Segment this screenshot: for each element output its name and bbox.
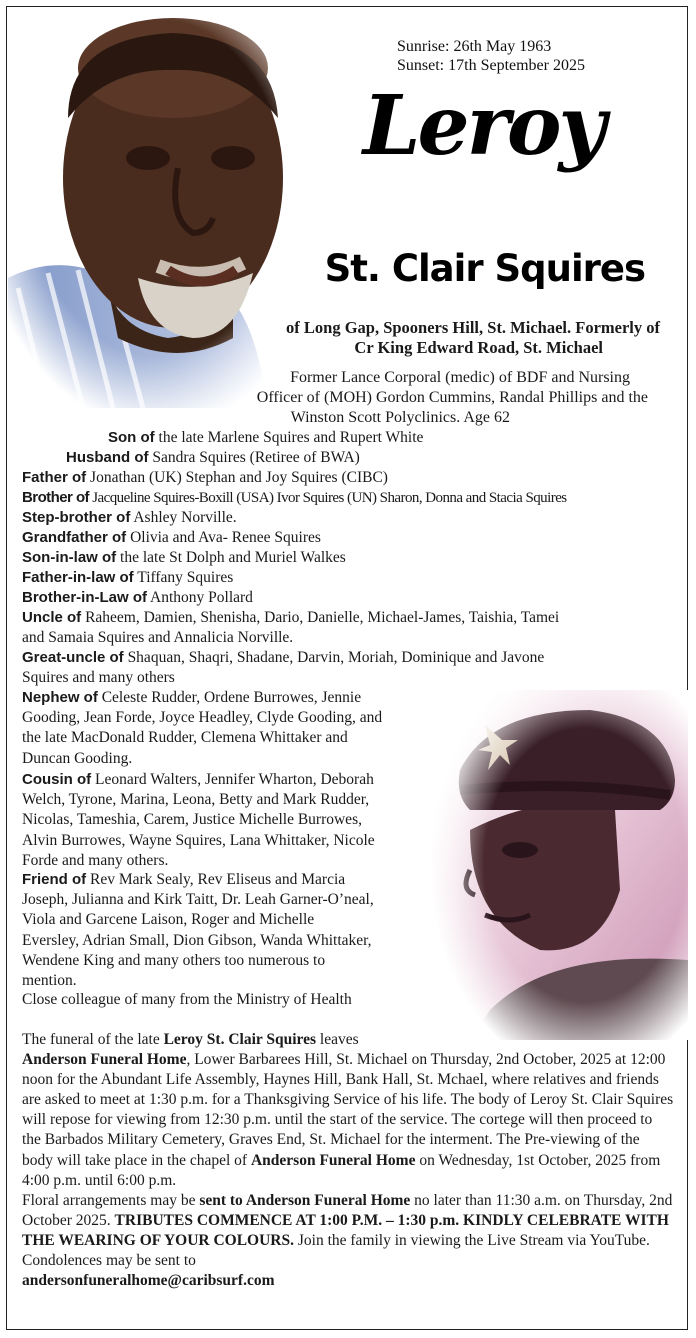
relation-nephew xyxy=(22,688,382,769)
friend-line-4: Eversley, Adrian Small, Dion Gibson, Wanda Whittaker, xyxy=(22,931,372,949)
funeral-home-name: Anderson Funeral Home xyxy=(22,1051,187,1069)
residence-line-1: of Long Gap, Spooners Hill, St. Michael. Formerly of xyxy=(286,318,660,337)
career-line-1: Former Lance Corporal (medic) of BDF and Nursing xyxy=(290,369,630,386)
tributes-notice: TRIBUTES COMMENCE AT 1:00 P.M. – 1:30 p.m. KINDLY CELEBRATE WITH THE WEARING OF YOUR COLOURS. xyxy=(22,1211,669,1249)
career-summary xyxy=(140,368,648,428)
friend-line-1: Friend of Rev Mark Sealy, Rev Eliseus and Marcia xyxy=(22,871,346,888)
funeral-home-name-2: Anderson Funeral Home xyxy=(250,1151,416,1169)
uncle-line-2: and Samaia Squires and Annalicia Norville. xyxy=(22,629,294,647)
friend-line-5: Wendene King and many others too numerous to xyxy=(22,951,326,969)
nephew-line-3: the late MacDonald Rudder, Clemena Whittaker and xyxy=(22,729,348,747)
relation-cousin xyxy=(22,770,375,871)
friend-line-6: mention. xyxy=(22,972,77,990)
relation-friend xyxy=(22,870,374,991)
funeral-details: The funeral of the late Leroy St. Clair Squires leaves Anderson Funeral Home, Lower Barbarees Hill, St. Michael on Thursday, 2nd October, 2025 at 12:00 noon for the Abundant Life Assembly, Haynes Hill, Bank Hall, St. Mchael, where relatives and friends are asked to meet at 1:30 p.m. for a Thanksgiving Service of his life. The body of Leroy St. Clair Squires will repose for viewing from 12:30 p.m. until the start of the service. The cortege will then proceed to the Barbados Military Cemetery, Graves End, St. Michael for the interment. The Pre-viewing of the body will take place in the chapel of Anderson Funeral Home on Wednesday, 1st October, 2025 from 4:00 p.m. until 6:00 p.m. Floral arrangements may be sent to Anderson Funeral Home no later than 11:30 a.m. on Thursday, 2nd October 2025. TRIBUTES COMMENCE AT 1:00 P.M. – 1:30 p.m. KINDLY CELEBRATE WITH THE WEARING OF YOUR COLOURS. Join the family in viewing the Live Stream via YouTube. Condolences may be sent to andersonfuneralhome@caribsurf.com xyxy=(22,1031,674,1290)
contact-email: andersonfuneralhome@caribsurf.com xyxy=(22,1272,275,1290)
first-name: Leroy xyxy=(362,78,604,174)
relation-soninlaw: Son-in-law of the late St Dolph and Muriel Walkes xyxy=(22,549,346,566)
uncle-line-1: Uncle of Raheem, Damien, Shenisha, Dario, Danielle, Michael-James, Taishia, Tamei xyxy=(22,609,560,626)
greatuncle-line-1: Great-uncle of Shaquan, Shaqri, Shadane, Darvin, Moriah, Dominique and Javone xyxy=(22,649,545,666)
military-portrait-photo xyxy=(430,690,688,1040)
friend-line-2: Joseph, Julianna and Kirk Taitt, Dr. Leah Garner-O’neal, xyxy=(22,891,374,909)
relation-father: Father of Jonathan (UK) Stephan and Joy Squires (CIBC) xyxy=(22,469,388,486)
residence-line-2: Cr King Edward Road, St. Michael xyxy=(354,338,603,357)
relation-husband: Husband of Sandra Squires (Retiree of BWA) xyxy=(66,449,360,466)
career-line-2: Officer of (MOH) Gordon Cummins, Randal Phillips and the xyxy=(256,389,648,406)
residence xyxy=(240,318,660,358)
relation-brotherinlaw: Brother-in-Law of Anthony Pollard xyxy=(22,589,253,606)
relation-uncle xyxy=(22,608,559,648)
cousin-line-4: Alvin Burrowes, Wayne Squires, Lana Whittaker, Nicole xyxy=(22,831,375,849)
relation-grandfather: Grandfather of Olivia and Ava- Renee Squires xyxy=(22,529,321,546)
friend-line-3: Viola and Garcene Laison, Roger and Michelle xyxy=(22,911,315,929)
relation-son: Son of the late Marlene Squires and Rupert White xyxy=(108,429,424,446)
sunrise-date: Sunrise: 26th May 1963 xyxy=(397,38,552,55)
relation-greatuncle xyxy=(22,648,544,688)
deceased-name: Leroy St. Clair Squires xyxy=(163,1031,317,1048)
cousin-line-2: Welch, Tyrone, Marina, Leona, Betty and Mark Rudder, xyxy=(22,791,370,809)
cousin-line-3: Nicolas, Tameshia, Carem, Justice Michelle Burrowes, xyxy=(22,811,362,829)
cousin-line-5: Forde and many others. xyxy=(22,851,169,869)
nephew-line-1: Nephew of Celeste Rudder, Ordene Burrowes, Jennie xyxy=(22,689,362,706)
greatuncle-line-2: Squires and many others xyxy=(22,669,175,687)
colleague-note: Close colleague of many from the Ministry of Health xyxy=(22,991,352,1008)
nephew-line-2: Gooding, Jean Forde, Joyce Headley, Clyde Gooding, and xyxy=(22,709,383,727)
last-name: St. Clair Squires xyxy=(324,247,645,290)
relation-fatherinlaw: Father-in-law of Tiffany Squires xyxy=(22,569,234,586)
sunset-date: Sunset: 17th September 2025 xyxy=(397,57,585,74)
nephew-line-4: Duncan Gooding. xyxy=(22,749,133,767)
relation-brother: Brother of Jacqueline Squires-Boxill (USA) Ivor Squires (UN) Sharon, Donna and Stacia Squires xyxy=(22,489,567,506)
relation-stepbrother: Step-brother of Ashley Norville. xyxy=(22,509,237,526)
cousin-line-1: Cousin of Leonard Walters, Jennifer Wharton, Deborah xyxy=(22,771,374,788)
career-line-3: Winston Scott Polyclinics. Age 62 xyxy=(290,409,510,426)
